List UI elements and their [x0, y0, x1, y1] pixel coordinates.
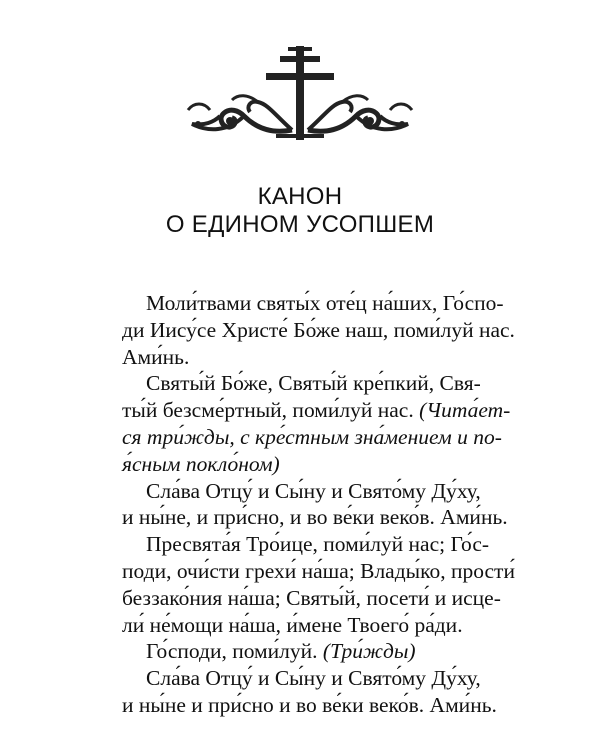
text-line: ди Иису́се Христе́ Бо́же наш, поми́луй нас.	[122, 317, 515, 342]
rubric-line: я́сным покло́ном)	[122, 451, 280, 476]
text-line: Моли́твами святы́х оте́ц на́ших, Го́спо-	[146, 291, 504, 315]
text-line: Пресвята́я Тро́ице, поми́луй нас; Го́с-	[146, 532, 490, 557]
canon-title	[0, 183, 600, 239]
paragraph-1	[98, 290, 515, 370]
rubric-text: (Чита́ет-	[419, 398, 511, 423]
prayer-text	[98, 290, 515, 719]
title-line-1: КАНОН	[257, 183, 343, 210]
text-line-part: Го́споди, поми́луй.	[146, 639, 318, 664]
paragraph-4	[98, 531, 515, 638]
paragraph-5	[98, 638, 508, 665]
paragraph-6	[98, 665, 508, 719]
paragraph-2	[98, 370, 511, 477]
text-line: Сла́ва Отцу́ и Сы́ну и Свято́му Ду́ху,	[146, 478, 481, 503]
text-line	[98, 397, 511, 424]
text-line-part: ты́й безсме́ртный, поми́луй нас.	[122, 398, 414, 423]
text-line: Сла́ва Отцу́ и Сы́ну и Свято́му Ду́ху,	[146, 666, 481, 691]
text-line: Ами́нь.	[122, 344, 190, 369]
text-line: ли́ не́мощи на́ша, и́мене Твоего́ ра́ди.	[122, 612, 463, 637]
text-line: и ны́не и при́сно и во ве́ки веко́в. Ами́нь.	[122, 692, 497, 717]
text-line: Святы́й Бо́же, Святы́й кре́пкий, Свя-	[146, 371, 481, 396]
text-line: и ны́не, и при́сно, и во ве́ки веко́в. Ами́нь.	[122, 505, 508, 530]
rubric-line: ся три́жды, с кре́стным зна́мением и по-	[122, 424, 502, 449]
text-line	[98, 638, 508, 665]
cross-ornament-icon	[180, 28, 420, 148]
rubric-text: (Три́жды)	[322, 639, 416, 664]
paragraph-3	[98, 478, 508, 532]
text-line: поди, очи́сти грехи́ на́ша; Влады́ко, прости́	[122, 558, 515, 583]
text-line: беззако́ния на́ша; Святы́й, посети́ и исце-	[122, 585, 501, 610]
title-line-2: О ЕДИНОМ УСОПШЕМ	[165, 211, 435, 238]
